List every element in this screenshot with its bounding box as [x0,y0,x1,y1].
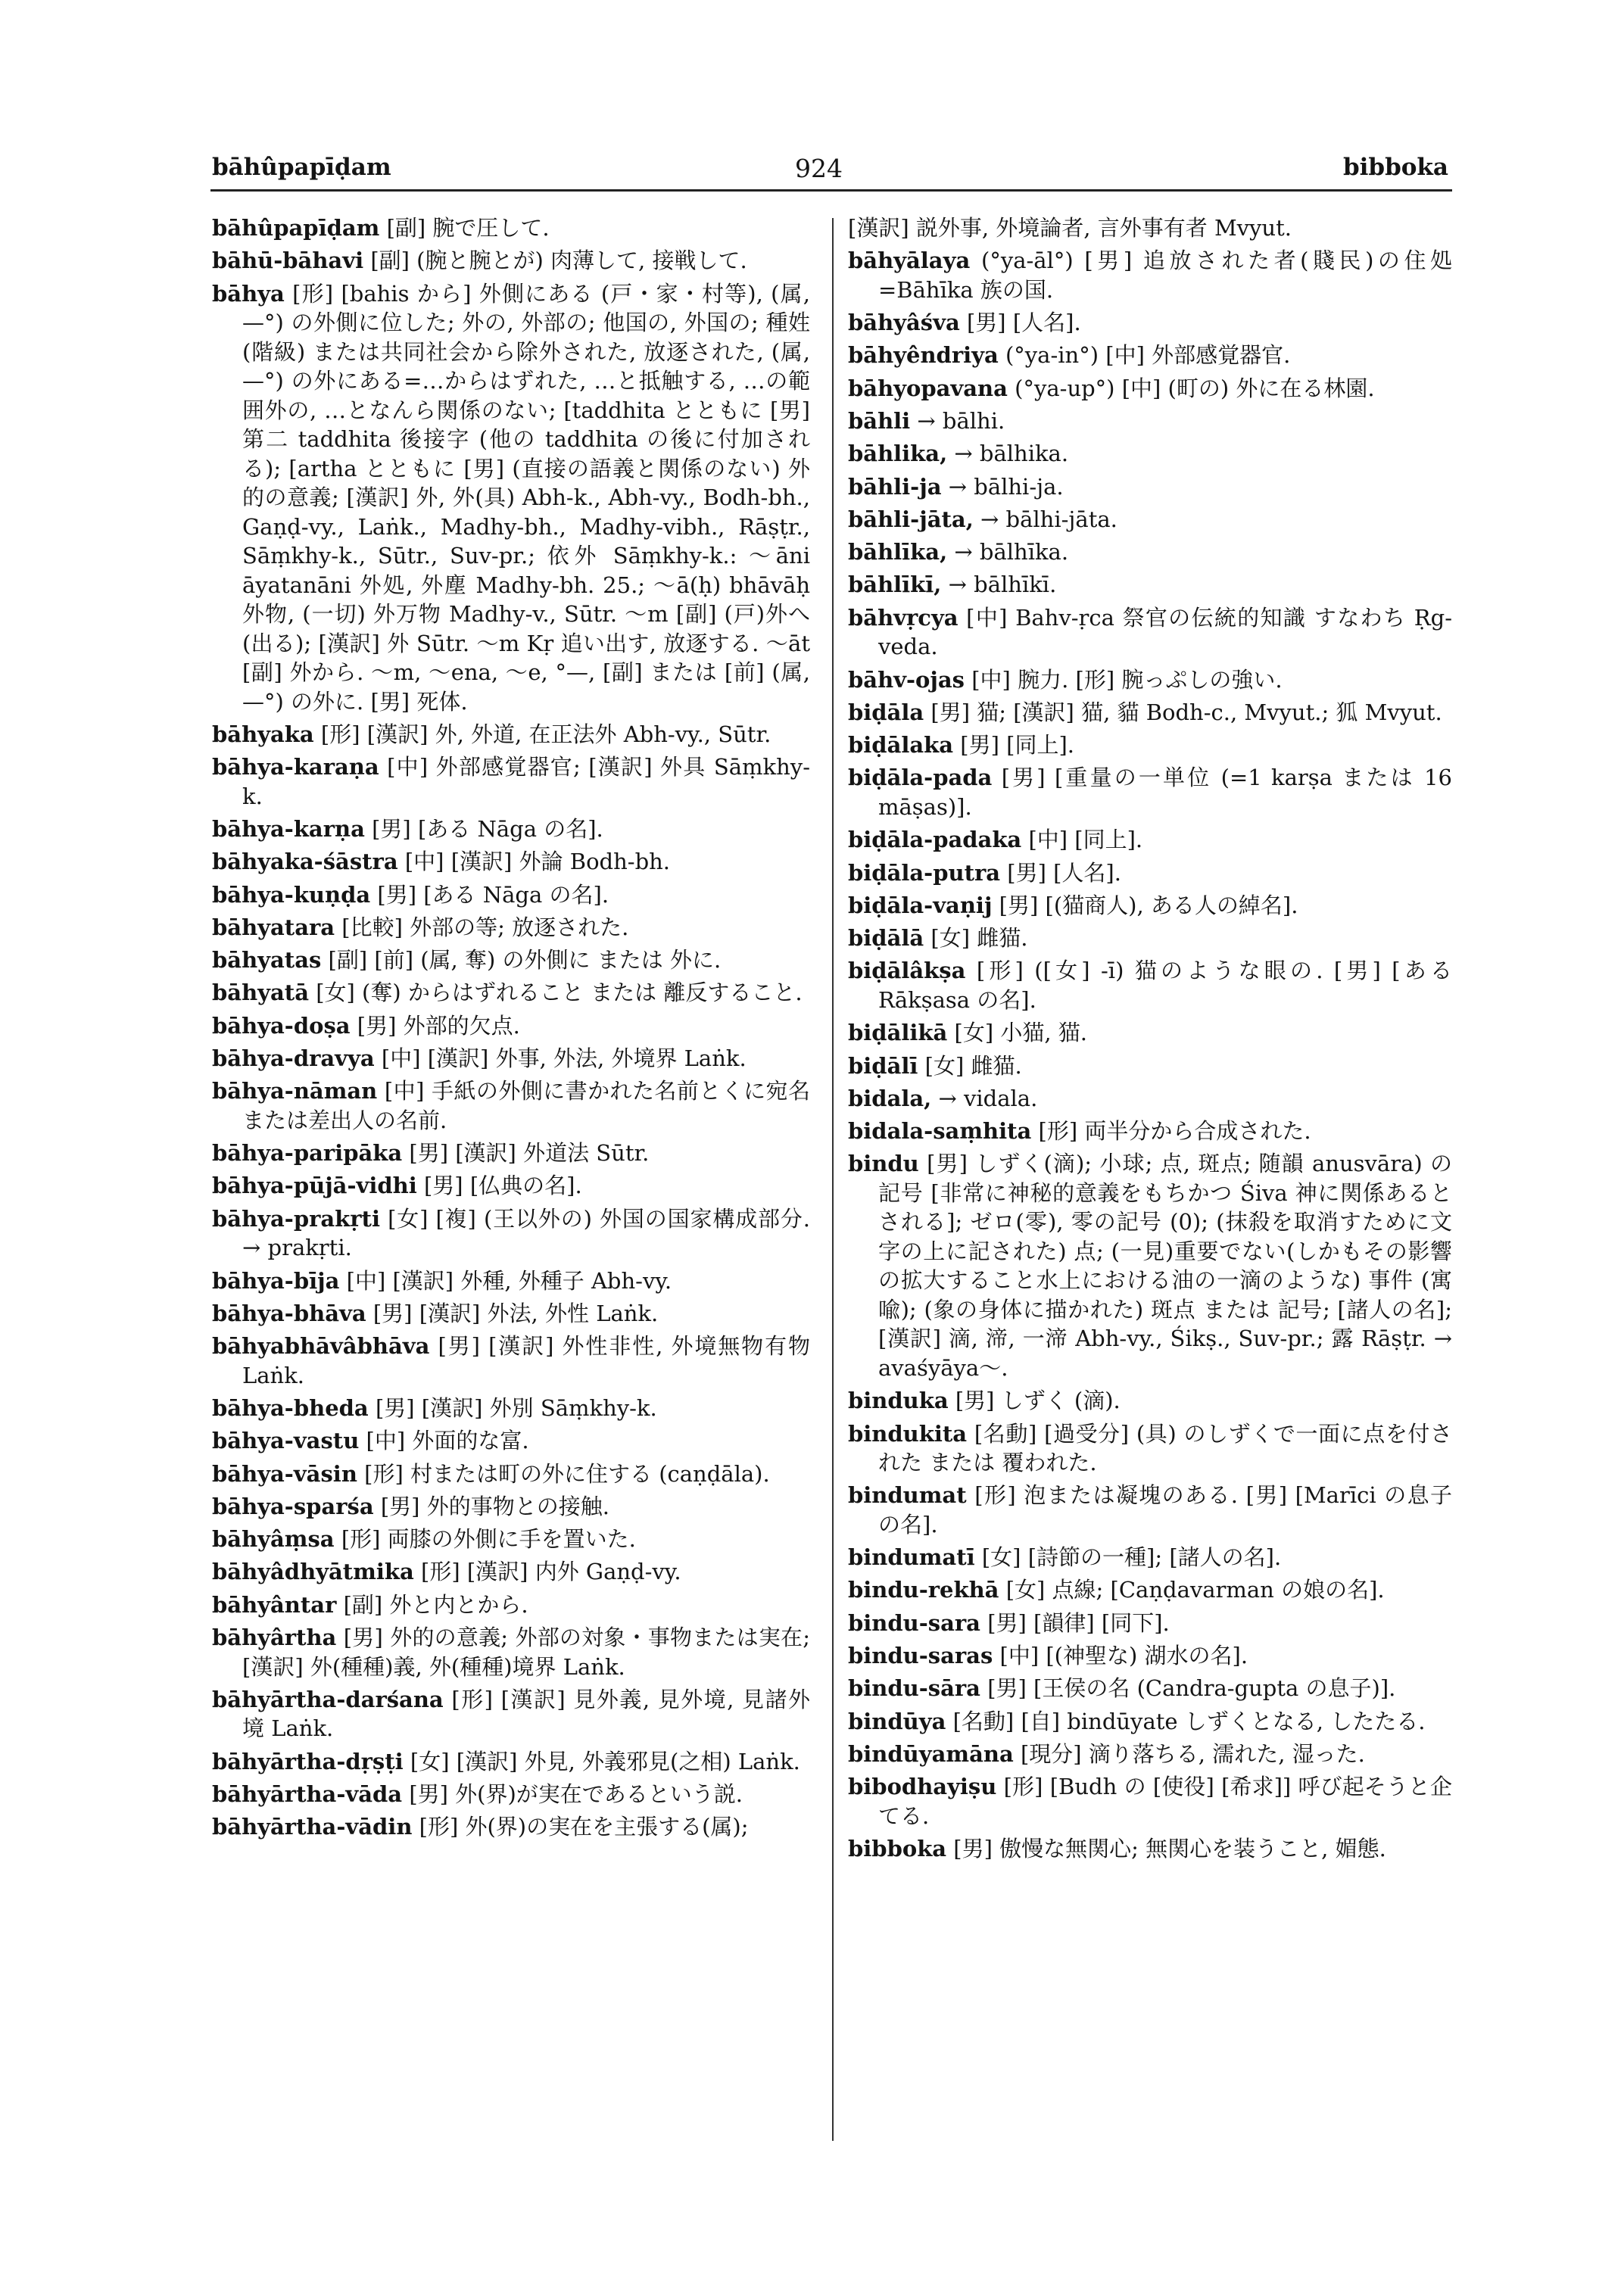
headword: bāhyântar [212,1591,337,1618]
headword: bāhyârtha [212,1625,337,1651]
definition: → bālhīka. [954,539,1069,565]
dictionary-entry [212,1780,810,1809]
definition: [中] [漢訳] 外論 Bodh-bh. [404,849,671,875]
headword: biḍāla-pada [848,765,993,791]
dictionary-entry [848,570,1452,600]
dictionary-entry [212,1812,810,1842]
dictionary-entry [848,1117,1452,1146]
definition: [副] [前] (属, 奪) の外側に または 外に. [328,947,722,974]
headword: bāhyatā [212,980,309,1006]
definition: [男] 傲慢な無関心; 無関心を装うこと, 媚態. [953,1835,1386,1862]
headword: bindumat [848,1482,967,1509]
dictionary-entry [848,956,1452,1014]
headword: bāhya-vastu [212,1428,360,1454]
dictionary-entry [212,1623,810,1681]
headword: biḍālaka [848,732,954,759]
headword: bāhyatara [212,914,335,940]
definition: [男] [漢訳] 外法, 外性 Laṅk. [372,1300,659,1326]
dictionary-entry [848,537,1452,567]
definition: [女] 雌猫. [930,925,1028,952]
headword: bāhlīkī, [848,572,942,598]
headword: bāhyaka [212,721,314,747]
headword: biḍālikā [848,1020,948,1046]
definition: [男] 外部的欠点. [357,1012,520,1039]
dictionary-entry [212,246,810,276]
headword: bāhli [848,407,911,434]
headword: bāhlīka, [848,539,948,565]
dictionary-entry [848,1419,1452,1478]
headword: bāhya-nāman [212,1078,378,1104]
definition: [中] 外部感覚器官; [漢訳] 外具 Sāṃkhy-k. [242,754,810,809]
dictionary-entry [848,1641,1452,1671]
definition: [男] しずく (滴). [955,1388,1121,1414]
dictionary-entry [212,1299,810,1329]
running-head-right: bibboka [1342,154,1448,181]
definition: [形] 両膝の外側に手を置いた. [341,1526,636,1553]
definition: [男] [漢訳] 外道法 Sūtr. [409,1140,650,1167]
headword: bāhya-bhāva [212,1300,366,1326]
headword: bāhya-bheda [212,1394,369,1421]
dictionary-entry [212,880,810,910]
dictionary-entry [848,308,1452,338]
dictionary-entry [212,279,810,717]
dictionary-entry [212,1685,810,1743]
dictionary-entry [848,1740,1452,1769]
dictionary-entry [212,1426,810,1456]
definition: [女] [複] (王以外の) 外国の国家構成部分. → prakṛti. [242,1205,811,1261]
definition: (°ya-āl°) [男] 追放された者(賤民)の住処=Bāhīka 族の国. [878,248,1453,303]
definition: [形] [bahis から] 外側にある (戸・家・村等), (属, —°) の外側に位した; 外の, 外部の; 他国の, 外国の; 種姓(階級) または共同社会から除外された, 放逐された, (属, —°) の外にある=…からはずれた, …と抵触する, …の範囲外の, …となんら関係のない; [taddhita とともに [男] 第二 taddhita 後接字 (他の taddhita の後に付加される); [artha とともに [男] (直接の語義と関係のない) 外的の意義; [漢訳] 外, 外(具) Abh-k., Abh-vy., Bodh-bh., Gaṇḍ-vy., Laṅk., Madhy-bh., Madhy-vibh., Rāṣṭr., Sāṃkhy-k., Sūtr., Suv-pr.; 依外 Sāṃkhy-k.: ～āni āyatanāni 外処, 外塵 Madhy-bh. 25.; ～ā(ḥ) bhāvāḥ 外物, (一切) 外万物 Madhy-v., Sūtr. ～m [副] (戸)外へ (出る); [漢訳] 外 Sūtr. ～m Kṛ 追い出す, 放逐する. ～āt [副] 外から. ～m, ～ena, ～e, °—, [副] または [前] (属, —°) の外に. [男] 死体. [242,280,811,715]
definition: [男] [ある Nāga の名]. [372,815,603,842]
headword: biḍāla-putra [848,859,1001,886]
headword: bāhya-vāsin [212,1460,357,1487]
column-divider [832,218,834,2141]
dictionary-entry [212,1460,810,1489]
headword: bāhyopavana [848,375,1008,401]
headword: bāhli-ja [848,473,942,500]
definition: [形] 泡または凝塊のある. [男] [Marīci の息子の名]. [878,1482,1453,1537]
dictionary-entry [848,1481,1452,1539]
definition: [女] [詩節の一種]; [諸人の名]. [981,1544,1282,1571]
definition: [女] (奪) からはずれること または 離反すること. [316,980,803,1006]
headword: bindūya [848,1708,946,1734]
headword: bindu-saras [848,1643,993,1668]
headword: bidala, [848,1085,932,1111]
definition: [中] [漢訳] 外事, 外法, 外境界 Laṅk. [381,1045,747,1072]
header-rule [210,189,1452,192]
dictionary-entry [212,1557,810,1587]
definition: [男] [重量の一単位 (=1 karṣa または 16 māṣas)]. [878,765,1452,820]
definition: [女] 点線; [Caṇḍavarman の娘の名]. [1005,1577,1385,1603]
dictionary-entry [848,763,1452,821]
dictionary-entry [212,1394,810,1423]
dictionary-entry [212,213,810,243]
headword: bidala-saṃhita [848,1118,1032,1145]
dictionary-entry [848,439,1452,469]
right-column [848,213,1452,1867]
dictionary-entry [212,1492,810,1522]
dictionary-entry [848,1543,1452,1572]
definition: [男] 猫; [漢訳] 猫, 貓 Bodh-c., Mvyut.; 狐 Mvyut. [930,699,1442,725]
headword: biḍālī [848,1052,918,1079]
dictionary-entry [212,1171,810,1201]
definition: [形] 村または町の外に住する (caṇḍāla). [364,1460,770,1487]
headword: bāhya-pūjā-vidhi [212,1173,417,1199]
dictionary-entry [212,1590,810,1620]
headword: bāhya-doṣa [212,1012,351,1039]
dictionary-entry [212,1747,810,1777]
definition: [中] [漢訳] 外種, 外種子 Abh-vy. [346,1267,672,1294]
headword: bāhyâdhyātmika [212,1559,414,1585]
dictionary-entry [848,1707,1452,1737]
left-column [212,213,810,1846]
dictionary-entry [848,698,1452,727]
headword: bāhya-paripāka [212,1140,403,1167]
headword: bāhya-dravya [212,1045,375,1072]
dictionary-entry [212,978,810,1008]
definition: [男] しずく(滴); 小球; 点, 斑点; 随韻 anusvāra) の記号 [非常に神秘的意義をもちかつ Śiva 神に関係あるとされる]; ゼロ(零), 零の記号 (0); (抹殺を取消すために文字の上に記された) 点; (一見)重要でない(しかもその影響の拡大すること水上における油の一滴のような) 事件 (寓喩); (象の身体に描かれた) 斑点 または 記号; [諸人の名]; [漢訳] 滴, 渧, 一渧 Abh-vy., Śikṣ., Suv-pr.; 露 Rāṣṭr. → avaśyāya～. [878,1151,1452,1381]
dictionary-entry [212,1332,810,1390]
definition: [男] [同上]. [960,732,1074,759]
definition: [副] (腕と腕とが) 肉薄して, 接戦して. [370,248,747,274]
definition: → vidala. [938,1085,1038,1111]
dictionary-entry [212,720,810,749]
headword: bāhya-karṇa [212,815,365,842]
dictionary-entry [212,1139,810,1168]
dictionary-entry [848,924,1452,953]
definition: [中] [同上]. [1028,827,1143,853]
headword: bāhya-sparśa [212,1493,374,1519]
definition: → bālhi. [917,407,1005,434]
headword: bāhya-kuṇḍa [212,881,371,908]
headword: binduka [848,1388,949,1414]
dictionary-entry [212,815,810,844]
page-header [0,154,1624,199]
definition: [副] 外と内とから. [343,1591,528,1618]
running-head-left: bāhûpapīḍam [212,154,391,181]
headword: bāhv-ojas [848,666,965,693]
definition: [女] 小猫, 猫. [954,1020,1088,1046]
dictionary-entry [212,1011,810,1041]
definition: [比較] 外部の等; 放逐された. [341,914,629,940]
dictionary-entry [212,1525,810,1554]
headword: bindu-sara [848,1609,980,1636]
headword: bāhyālaya [848,248,971,274]
headword: biḍāla-vaṇij [848,892,993,918]
headword: bāhya-prakṛti [212,1205,380,1232]
definition: [副] 腕で圧して. [386,215,550,241]
headword: bibodhayiṣu [848,1774,997,1800]
headword: bindūyamāna [848,1740,1014,1767]
headword: bāhyārtha-vādin [212,1814,413,1840]
definition: [形] [漢訳] 見外義, 見外境, 見諸外境 Laṅk. [242,1686,811,1742]
headword: bāhûpapīḍam [212,215,380,241]
definition: [現分] 滴り落ちる, 濡れた, 湿った. [1020,1740,1365,1767]
dictionary-entry [848,246,1452,304]
headword: bāhū-bāhavi [212,248,364,274]
headword: bāhyâśva [848,310,960,336]
definition: [男] 外的事物との接触. [380,1493,609,1519]
headword: bāhlika, [848,441,948,467]
definition: (°ya-in°) [中] 外部感覚器官. [1005,342,1291,369]
headword: bāhli-jāta, [848,506,974,532]
headword: bindumatī [848,1544,975,1571]
headword: bāhyabhāvâbhāva [212,1333,430,1360]
definition: [男] 外的の意義; 外部の対象・事物または実在; [漢訳] 外(種種)義, 外(種種)境界 Laṅk. [242,1625,811,1680]
definition: [男] [漢訳] 外性非性, 外境無物有物 Laṅk. [242,1333,810,1388]
definition: [中] [(神聖な) 湖水の名]. [999,1643,1248,1668]
dictionary-entry [848,407,1452,436]
definition: (°ya-up°) [中] (町の) 外に在る林園. [1015,375,1375,401]
page-number: 924 [795,154,843,183]
dictionary-entry [848,1575,1452,1605]
dictionary-entry [212,1044,810,1073]
headword: bāhyārtha-darśana [212,1686,444,1712]
dictionary-entry [848,603,1452,662]
dictionary-entry [212,752,810,811]
definition: [形] 外(界)の実在を主張する(属); [419,1814,749,1840]
headword: biḍālā [848,925,924,952]
dictionary-entry [848,374,1452,403]
headword: bāhvṛcya [848,604,959,631]
headword: bindu [848,1151,919,1177]
definition: [名動] [過受分] (具) のしずくで一面に点を付された または 覆われた. [878,1420,1452,1476]
definition: → bālhi-jāta. [980,506,1117,532]
dictionary-entry [848,1386,1452,1416]
definition: [男] [王侯の名 (Candra-gupta の息子)]. [987,1675,1396,1702]
headword: bāhyâṃsa [212,1526,335,1553]
definition: [男] [人名]. [966,310,1081,336]
definition: [形] [漢訳] 外, 外道, 在正法外 Abh-vy., Sūtr. [320,721,771,747]
definition: [形] [漢訳] 内外 Gaṇḍ-vy. [421,1559,681,1585]
definition: [男] [漢訳] 外別 Sāṃkhy-k. [375,1394,657,1421]
definition: [女] 雌猫. [924,1052,1022,1079]
dictionary-entry [848,1772,1452,1830]
dictionary-entry [848,505,1452,534]
dictionary-entry [848,213,1452,243]
definition: [名動] [自] bindūyate しずくとなる, したたる. [952,1708,1426,1734]
definition: [形] ([女] -ī) 猫のような眼の. [男] [ある Rākṣasa の名]. [878,958,1452,1013]
definition: [男] [人名]. [1007,859,1121,886]
definition: [漢訳] 説外事, 外境論者, 言外事有者 Mvyut. [848,215,1292,241]
dictionary-entry [848,825,1452,855]
headword: bibboka [848,1835,947,1862]
dictionary-entry [848,1609,1452,1638]
definition: [形] [Budh の [使役] [希求]] 呼び起そうと企てる. [878,1774,1452,1829]
dictionary-entry [848,1149,1452,1382]
definition: → bālhīkī. [948,572,1057,598]
definition: [男] [ある Nāga の名]. [377,881,609,908]
dictionary-entry [212,913,810,942]
dictionary-entry [212,1204,810,1263]
definition: [男] [(猫商人), ある人の綽名]. [999,892,1298,918]
dictionary-entry [848,731,1452,760]
definition: → bālhi-ja. [948,473,1064,500]
headword: biḍāla [848,699,924,725]
dictionary-entry [848,472,1452,502]
headword: bāhyārtha-vāda [212,1781,403,1807]
dictionary-entry [212,946,810,975]
headword: bindu-rekhā [848,1577,999,1603]
definition: [中] 腕力. [形] 腕っぷしの強い. [971,666,1283,693]
definition: → bālhika. [954,441,1069,467]
headword: bāhyārtha-dṛṣṭi [212,1748,404,1774]
definition: [中] 外面的な富. [366,1428,529,1454]
dictionary-entry [848,1084,1452,1114]
definition: [男] [仏典の名]. [423,1173,582,1199]
definition: [中] 手紙の外側に書かれた名前とくに宛名または差出人の名前. [242,1078,810,1133]
headword: bindukita [848,1420,968,1447]
definition: [中] Bahv-ṛca 祭官の伝統的知識 すなわち Ṛg-veda. [878,604,1453,660]
dictionary-entry [848,1018,1452,1048]
dictionary-entry [848,858,1452,888]
definition: [形] 両半分から合成された. [1038,1118,1311,1145]
headword: bāhyêndriya [848,342,999,369]
definition: [男] 外(界)が実在であるという説. [409,1781,743,1807]
headword: bāhyaka-śāstra [212,849,398,875]
headword: bāhya-karaṇa [212,754,379,780]
dictionary-entry [848,1051,1452,1081]
dictionary-entry [212,1076,810,1135]
dictionary-entry [212,847,810,877]
headword: biḍāla-padaka [848,827,1022,853]
dictionary-entry [212,1266,810,1296]
definition: [女] [漢訳] 外見, 外義邪見(之相) Laṅk. [410,1748,800,1774]
dictionary-entry [848,891,1452,921]
definition: [男] [韻律] [同下]. [987,1609,1170,1636]
headword: bāhyatas [212,947,322,974]
headword: bāhya [212,280,285,307]
dictionary-entry [848,1674,1452,1703]
headword: bindu-sāra [848,1675,980,1702]
dictionary-entry [848,1834,1452,1864]
dictionary-entry [848,665,1452,695]
dictionary-entry [848,341,1452,370]
headword: bāhya-bīja [212,1267,340,1294]
headword: biḍālâkṣa [848,958,966,984]
